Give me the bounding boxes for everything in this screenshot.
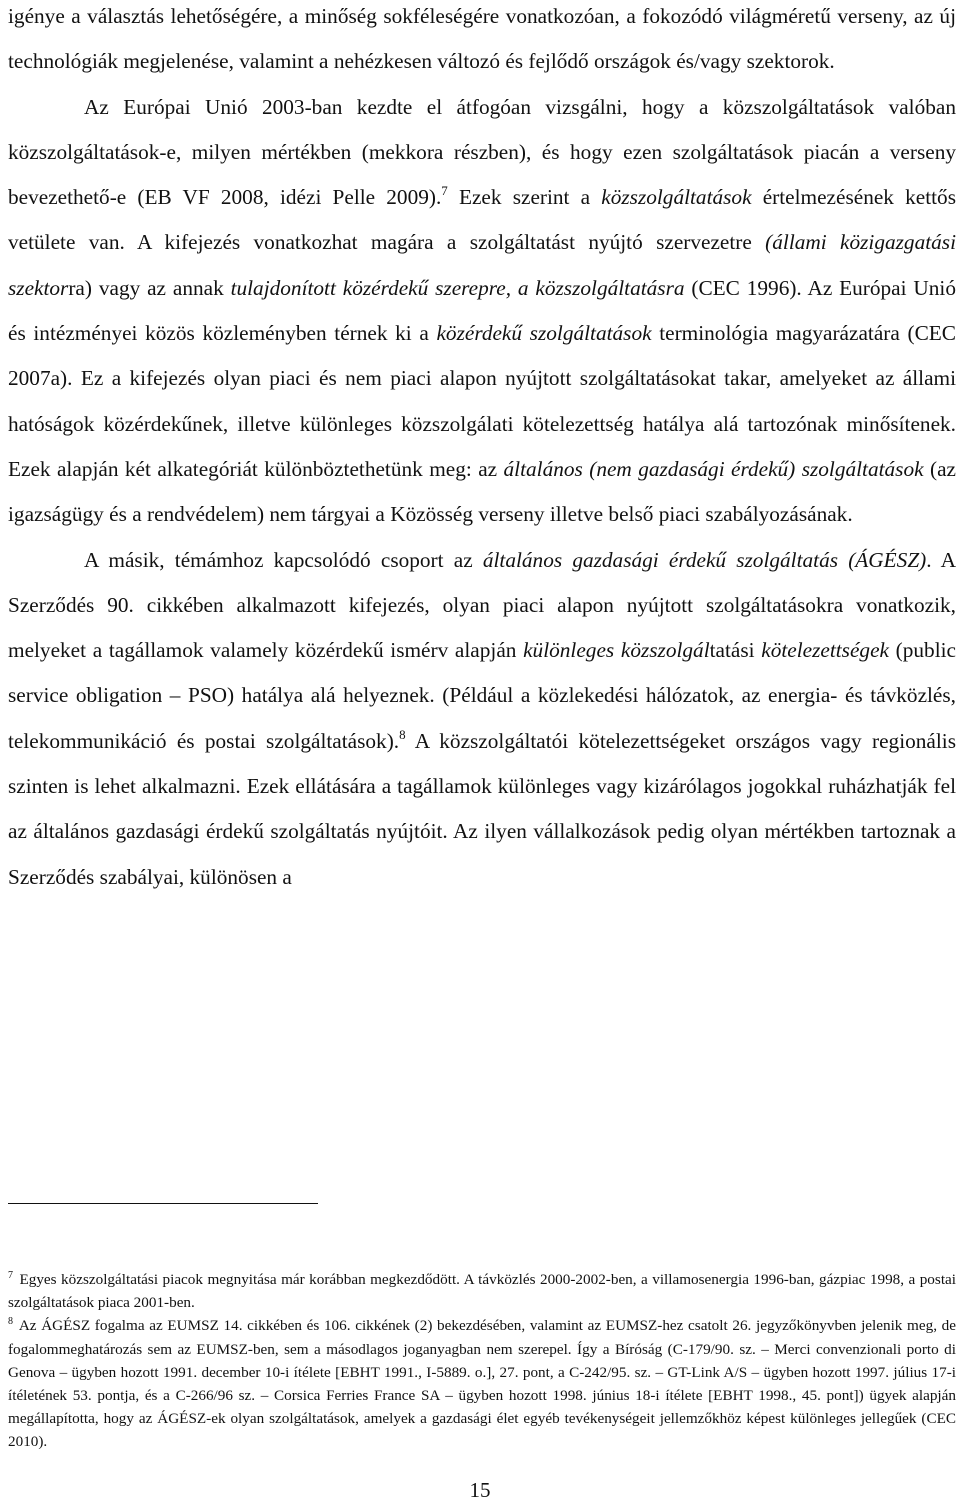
text-run: (az igazságügy és a rendvédelem) nem tárgyai a Közösség verseny illetve belső piaci szabályozásának. (8, 456, 956, 527)
text-run: (public service obligation – PSO) hatálya alá helyeznek. (Például a közlekedési hálózatok, az energia- és távközlés, telekommunikáció és postai szolgáltatások). (8, 638, 956, 753)
italic-text: közérdekű szolgáltatások (436, 321, 652, 346)
paragraph (8, 538, 956, 900)
text-run: tatási (709, 638, 762, 663)
paragraph (8, 0, 956, 85)
footnote-text: Az ÁGÉSZ fogalma az EUMSZ 14. cikkében és 106. cikkének (2) bekezdésében, valamint az EUMSZ-hez csatolt 26. jegyzőkönyvben jelenik meg, de fogalommeghatározás sem az EUMSZ-ben, sem a másodlagos joganyagban nem szerepel. Így a Bíróság (C-179/90. sz. – Merci convenzionali porto di Genova – ügyben hozott 1991. december 10-i ítélete [EBHT 1991., I-5889. o.], 27. pont, a C-242/95. sz. – GT-Link A/S – ügyben hozott 1997. július 17-i ítéletének 53. pontja, és a C-266/96 sz. – Corsica Ferries France SA – ügyben hozott 1998. június 18-i ítélete [EBHT 1998., 45. pont]) ügyek alapján megállapította, hogy az ÁGÉSZ-ek olyan szolgáltatások, amelyek a gazdasági élet egyéb tevékenységeit jellemzőkhöz képest különleges jellegűek (CEC 2010). (8, 1317, 956, 1451)
italic-text: kötelezettségek (761, 638, 889, 663)
italic-text: tulajdonított közérdekű szerepre, a közszolgáltatásra (230, 275, 685, 300)
footnotes (8, 1268, 956, 1454)
footnote-reference: 7 (441, 183, 448, 199)
text-run: Az Európai Unió 2003-ban kezdte el átfogóan vizsgálni, hogy a közszolgáltatások valóban közszolgáltatások-e, milyen mértékben (mekkora részben), és hogy ezen szolgáltatások piacán a verseny bevezethető-e (EB VF 2008, idézi Pelle 2009). (8, 94, 956, 210)
body-text (8, 0, 956, 900)
footnote-text: Egyes közszolgáltatási piacok megnyitása már korábban megkezdődött. A távközlés 2000-2002-ben, a villamosenergia 1996-ban, gázpiac 1998, a postai szolgáltatások piaca 2001-ben. (8, 1271, 956, 1312)
footnote (8, 1314, 956, 1453)
footnote-reference: 8 (399, 726, 406, 742)
footnote-mark: 7 (8, 1270, 13, 1281)
text-run: (CEC 1996). Az Európai Unió és intézményei közös közleményben térnek ki a (8, 275, 956, 346)
text-run: igénye a választás lehetőségére, a minőség sokféleségére vonatkozóan, a fokozódó világméretű verseny, az új technológiák megjelenése, valamint a nehézkesen változó és fejlődő országok és/vagy szektorok. (8, 4, 956, 74)
paragraph (8, 85, 956, 538)
footnote (8, 1268, 956, 1314)
text-run: terminológia magyarázatára (CEC 2007a). Ez a kifejezés olyan piaci és nem piaci alapon nyújtott szolgáltatásokat takar, amelyeket az állami hatóságok közérdekűnek, illetve különleges közszolgálati kötelezettség hatálya alá tartozónak minősítenek. Ezek alapján két alkategóriát különböztethetünk meg: az (8, 321, 956, 481)
text-run: A közszolgáltatói kötelezettségeket országos vagy regionális szinten is lehet alkalmazni. Ezek ellátására a tagállamok különleges vagy kizárólagos jogokkal ruházhatják fel az általános gazdasági érdekű szolgáltatás nyújtóit. Az ilyen vállalkozások pedig olyan mértékben tartoznak a Szerződés szabályai, különösen a (8, 728, 956, 889)
text-run: A másik, témámhoz kapcsolódó csoport az (84, 547, 483, 572)
text-run: . A Szerződés 90. cikkében alkalmazott kifejezés, olyan piaci alapon nyújtott szolgáltatásokra vonatkozik, melyeket a tagállamok valamely közérdekű ismérv alapján (8, 547, 956, 663)
text-run: ra) vagy az annak (68, 275, 231, 300)
footnote-mark: 8 (8, 1316, 13, 1328)
italic-text: általános gazdasági érdekű szolgáltatás (ÁGÉSZ) (482, 547, 927, 572)
page-number: 15 (469, 1478, 491, 1502)
text-run: Ezek szerint a (447, 185, 602, 210)
italic-text: különleges közszolgál (523, 638, 710, 663)
italic-text: (állami közigazgatási szektor (8, 230, 956, 300)
italic-text: közszolgáltatások (601, 185, 752, 210)
italic-text: általános (nem gazdasági érdekű) szolgáltatások (503, 456, 924, 481)
footnote-separator (8, 1203, 318, 1204)
text-run: értelmezésének kettős vetülete van. A kifejezés vonatkozhat magára a szolgáltatást nyújtó szervezetre (8, 185, 956, 255)
